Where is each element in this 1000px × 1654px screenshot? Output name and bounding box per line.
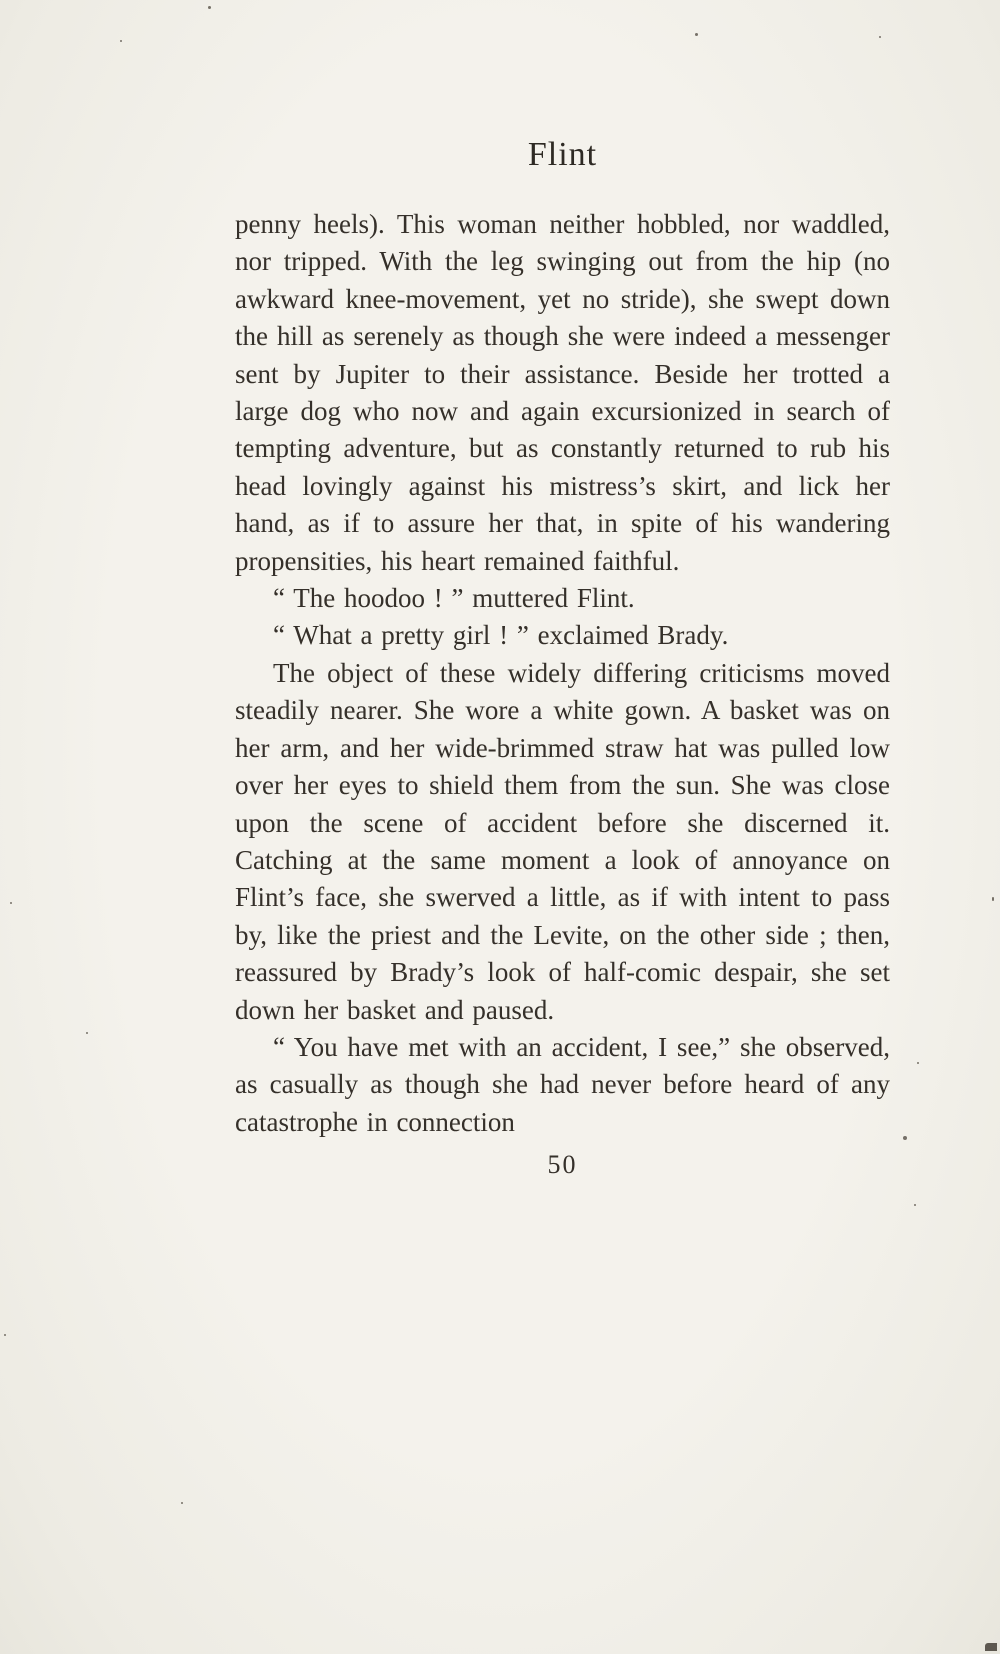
scan-speck — [914, 1204, 916, 1206]
paragraph: “ What a pretty girl ! ” exclaimed Brady. — [273, 620, 729, 651]
scan-smudge — [985, 1643, 997, 1651]
scan-speck — [695, 33, 698, 36]
body-text — [235, 206, 890, 1184]
scan-speck — [86, 1032, 88, 1034]
scan-speck — [208, 6, 211, 9]
scan-speck — [181, 1502, 183, 1504]
paragraph: “ You have met with an accident, I see,” she observed, as casually as though she had never before heard of any catastrophe in connection — [235, 1031, 890, 1137]
scan-speck — [903, 1136, 907, 1140]
scan-speck — [992, 897, 994, 901]
scan-speck — [879, 36, 881, 38]
paragraph: penny heels). This woman neither hobbled, nor waddled, nor tripped. With the leg swinging out from the hip (no awkward knee-movement, yet no stride), she swept down the hill as serenely as though she were indeed a messenger sent by Jupiter to their assistance. Beside her trotted a large dog who now and again excursionized in search of tempting adventure, but as constantly returned to rub his head lovingly against his mistress’s skirt, and lick her hand, as if to assure her that, in spite of his wandering propensities, his heart remained faithful. — [235, 209, 890, 576]
scan-speck — [120, 40, 122, 42]
scan-speck — [4, 1334, 6, 1336]
paragraph: “ The hoodoo ! ” muttered Flint. — [273, 583, 635, 614]
paragraph: The object of these widely differing criticisms moved steadily nearer. She wore a white gown. A basket was on her arm, and her wide-brimmed straw hat was pulled low over her eyes to shield them from the sun. She was close upon the scene of accident before she discerned it. Catching at the same moment a look of annoyance on Flint’s face, she swerved a little, as if with intent to pass by, like the priest and the Levite, on the other side ; then, reassured by Brady’s look of half-comic despair, she set down her basket and paused. — [235, 657, 890, 1025]
page-number: 50 — [547, 1150, 578, 1180]
scan-speck — [10, 902, 12, 904]
scan-speck — [917, 1062, 919, 1064]
running-head: Flint — [527, 136, 598, 173]
